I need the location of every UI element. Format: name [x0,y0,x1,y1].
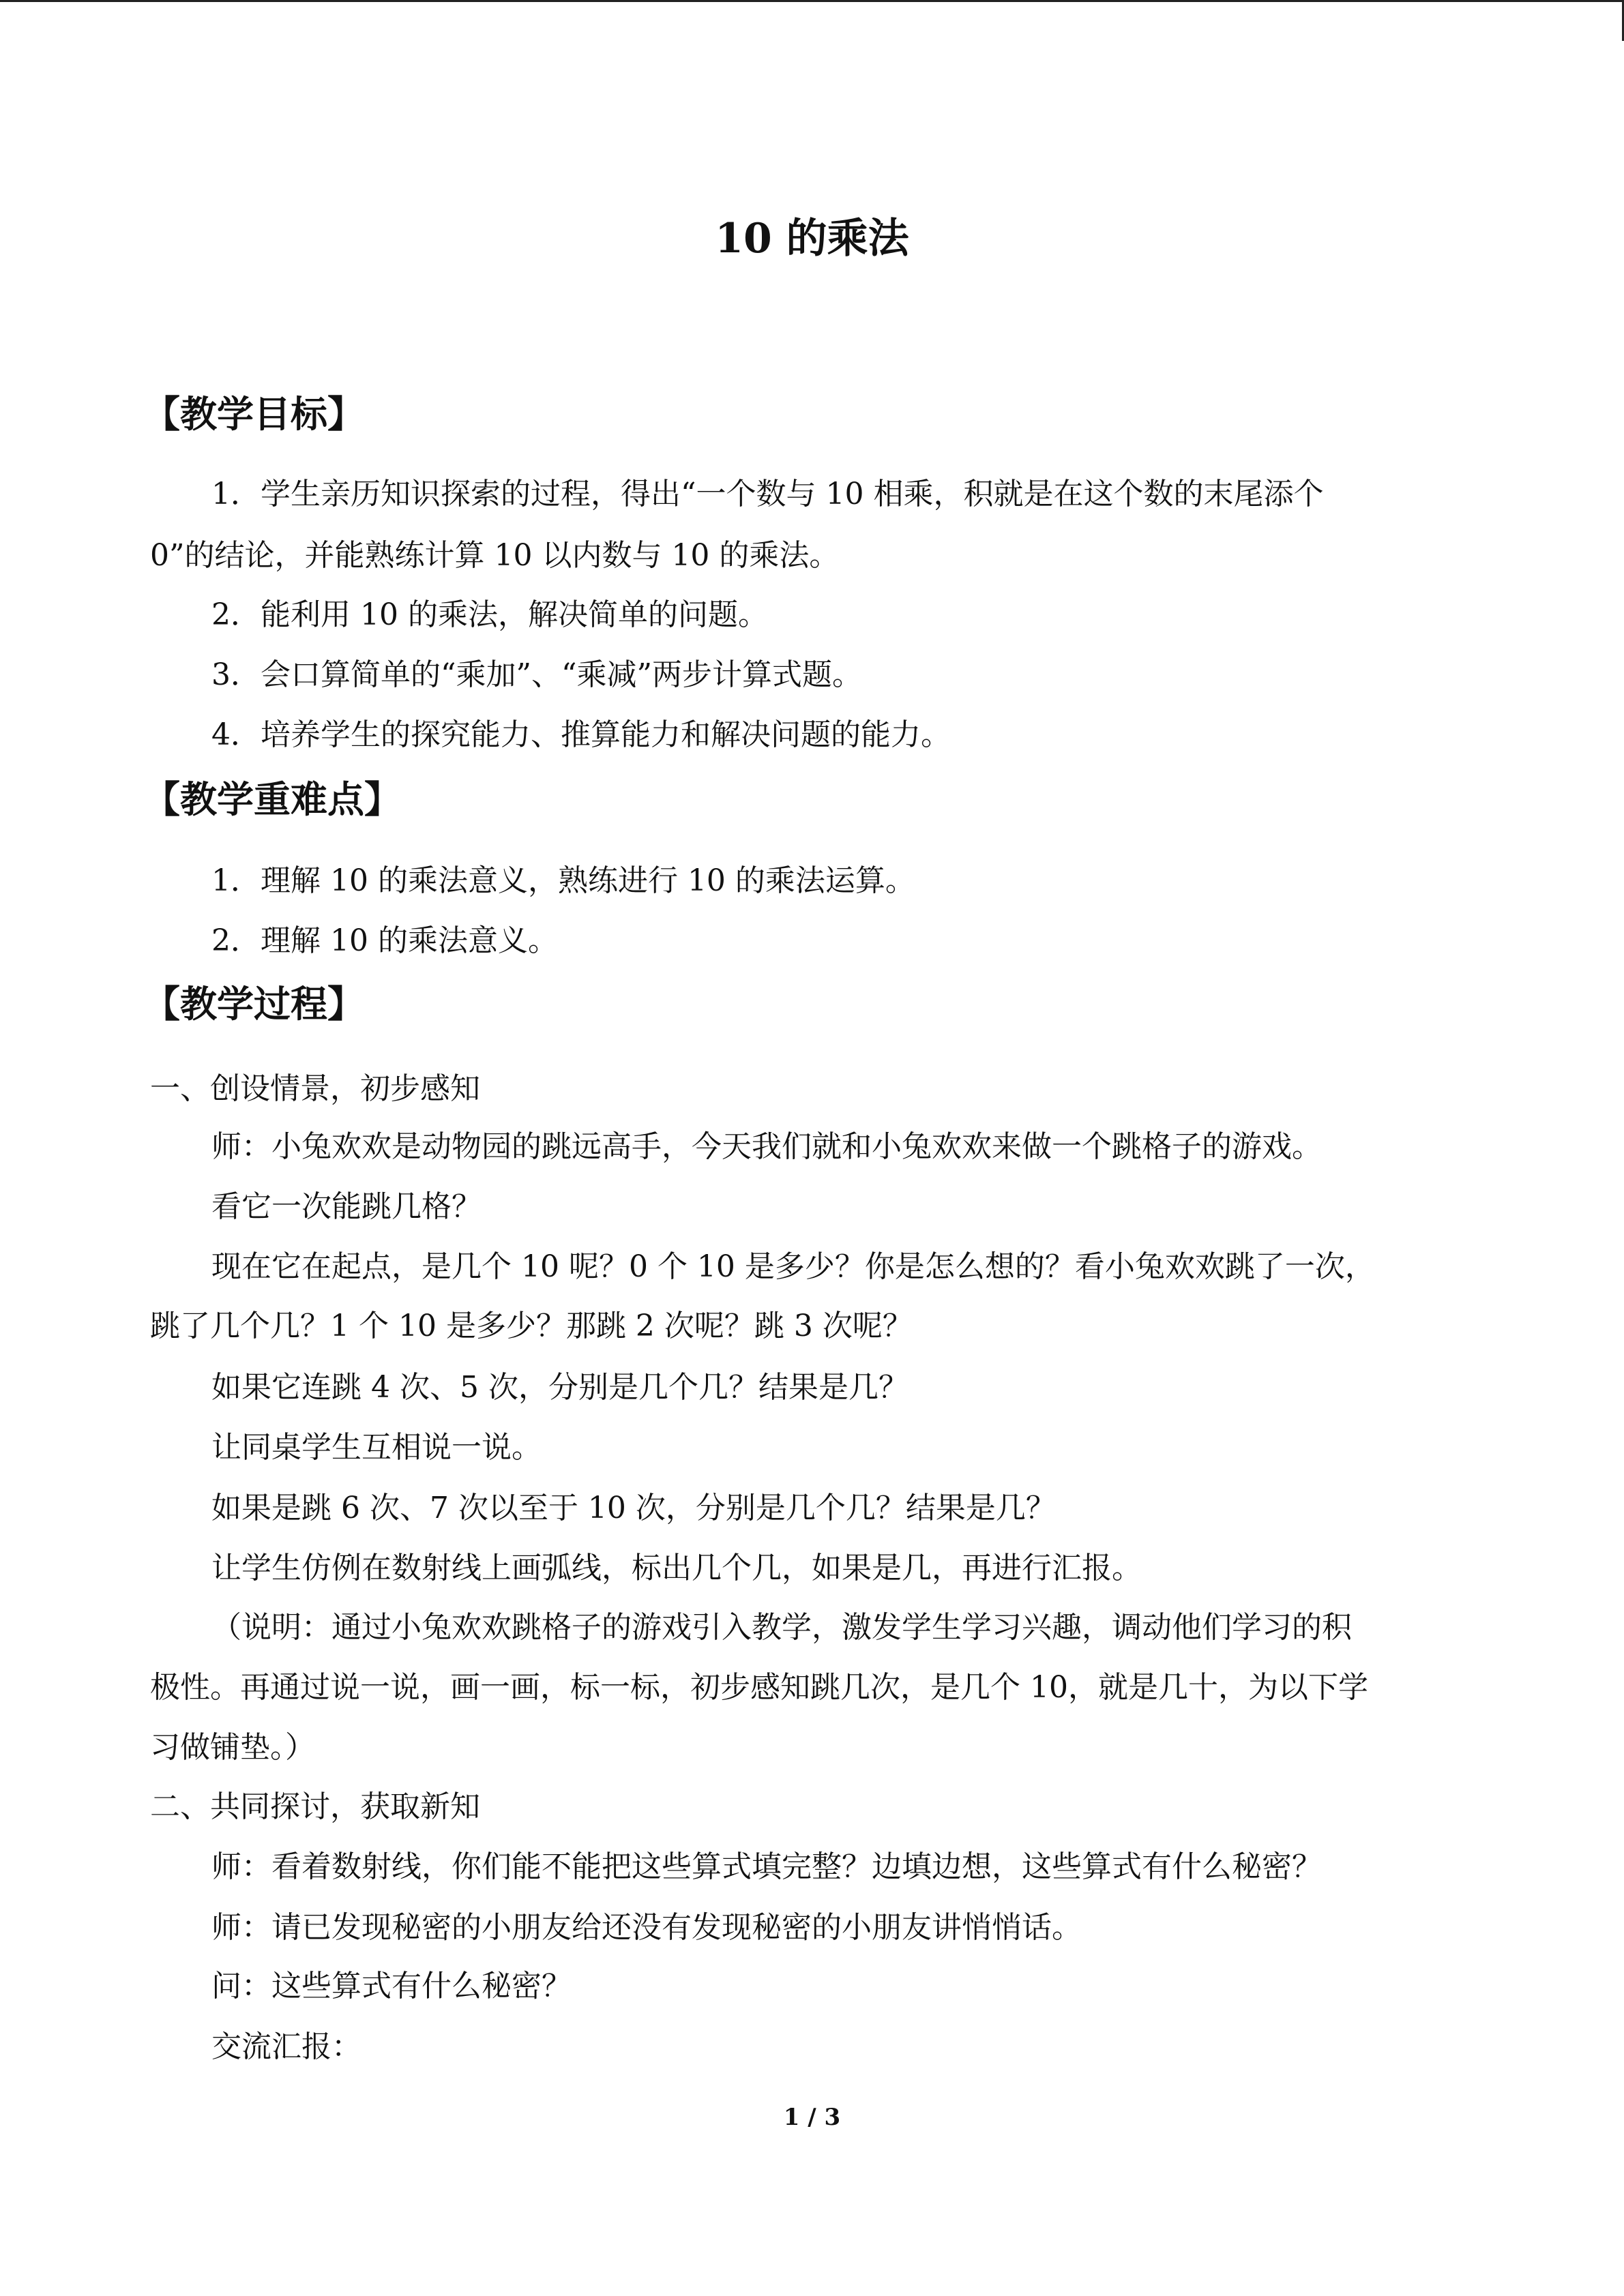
process-line: 师：请已发现秘密的小朋友给还没有发现秘密的小朋友讲悄悄话。 [211,1910,1082,1945]
process-line: 跳了几个几？1 个 10 是多少？那跳 2 次呢？跳 3 次呢？ [150,1309,913,1343]
process-subheading-1: 一、创设情景，初步感知 [150,1071,480,1106]
process-line: 让同桌学生互相说一说。 [211,1430,542,1465]
process-line: 师：小兔欢欢是动物园的跳远高手，今天我们就和小兔欢欢来做一个跳格子的游戏。 [211,1129,1322,1164]
top-border-line [0,0,1624,2]
process-note-line: 极性。再通过说一说，画一画，标一标，初步感知跳几次，是几个 10，就是几十，为以下学 [150,1670,1368,1705]
process-line: 师：看着数射线，你们能不能把这些算式填完整？边填边想，这些算式有什么秘密？ [211,1849,1322,1884]
process-line: 看它一次能跳几格？ [211,1189,482,1224]
key-point-item-1: 1．理解 10 的乘法意义，熟练进行 10 的乘法运算。 [211,863,915,898]
goal-item-4: 4．培养学生的探究能力、推算能力和解决问题的能力。 [211,717,951,752]
process-note-line: 习做铺垫。） [150,1730,315,1765]
section-heading-key-points: 【教学重难点】 [143,777,401,821]
goal-item-3: 3．会口算简单的“乘加”、“乘减”两步计算式题。 [211,657,862,692]
process-subheading-2: 二、共同探讨，获取新知 [150,1789,480,1824]
process-line: 如果是跳 6 次、7 次以至于 10 次，分别是几个几？结果是几？ [211,1491,1056,1525]
process-line: 现在它在起点，是几个 10 呢？0 个 10 是多少？你是怎么想的？看小兔欢欢跳了一次， [211,1249,1375,1284]
goal-item-1-continued: 0”的结论，并能熟练计算 10 以内数与 10 的乘法。 [150,538,840,573]
process-line: 交流汇报： [211,2029,361,2064]
goal-item-2: 2．能利用 10 的乘法，解决简单的问题。 [211,597,768,632]
process-line: 如果它连跳 4 次、5 次，分别是几个几？结果是几？ [211,1370,909,1405]
goal-item-1: 1．学生亲历知识探索的过程，得出“一个数与 10 相乘，积就是在这个数的末尾添个 [211,477,1324,511]
section-heading-process: 【教学过程】 [143,982,364,1026]
process-note-line: （说明：通过小兔欢欢跳格子的游戏引入教学，激发学生学习兴趣，调动他们学习的积 [211,1610,1352,1645]
section-heading-goals: 【教学目标】 [143,392,364,436]
process-line: 让学生仿例在数射线上画弧线，标出几个几，如果是几，再进行汇报。 [211,1551,1142,1585]
key-point-item-2: 2．理解 10 的乘法意义。 [211,923,558,958]
process-line: 问：这些算式有什么秘密？ [211,1969,572,2003]
page-number: 1 / 3 [783,2104,841,2131]
page-title: 10 的乘法 [715,215,909,263]
